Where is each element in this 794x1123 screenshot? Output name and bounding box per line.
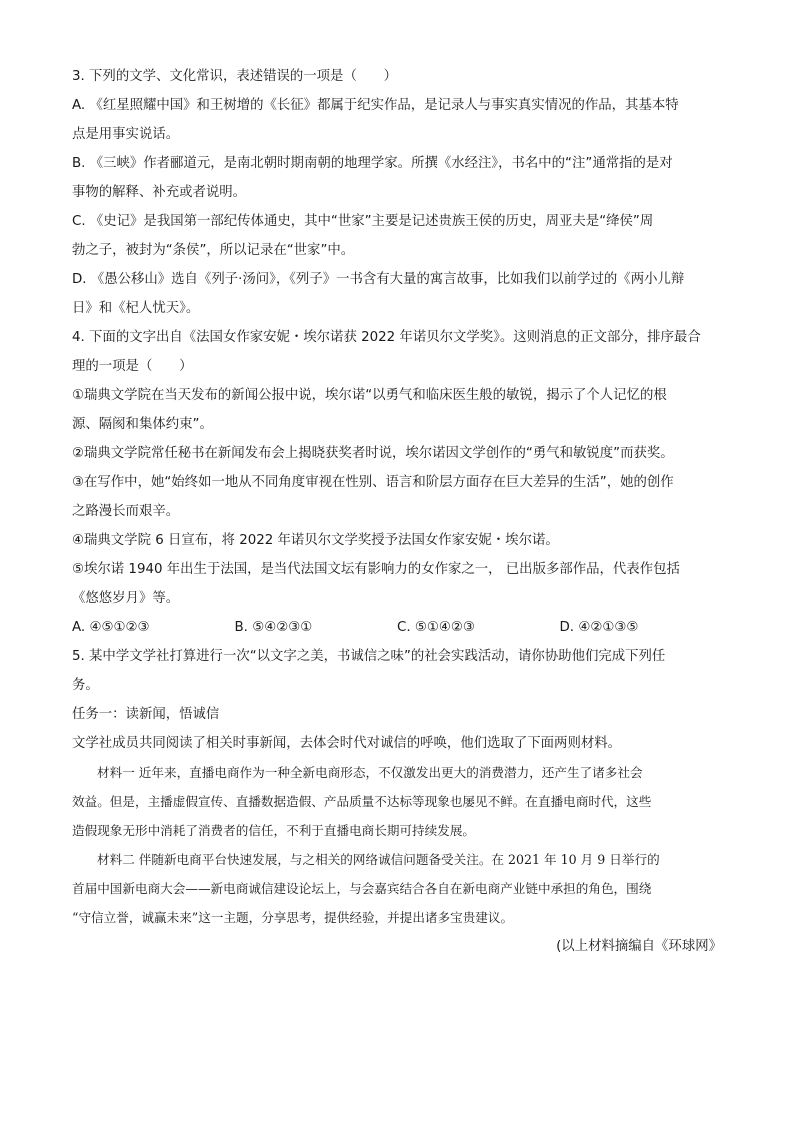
material-1-line2: 效益。但是，主播虚假宣传、直播数据造假、产品质量不达标等现象也屡见不鲜。在直播电商时代，这些 — [72, 794, 652, 809]
question-4-stem-line2: 理的一项是（ ） — [72, 359, 193, 374]
q4-sentence-1-line1: ①瑞典文学院在当天发布的新闻公报中说，埃尔诺“以勇气和临床医生般的敏锐，揭示了个人记忆的根 — [72, 388, 667, 403]
q4-sentence-1-line2: 源、隔阂和集体约束”。 — [72, 417, 213, 432]
q4-sentence-5-line2: 《悠悠岁月》等。 — [72, 591, 180, 606]
q3-option-b-line2: 事物的解释、补充或者说明。 — [72, 185, 247, 200]
q3-option-c-line2: 勃之子，被封为“条侯”，所以记录在“世家”中。 — [72, 243, 355, 258]
q4-sentence-5-line1: ⑤埃尔诺 1940 年出生于法国，是当代法国文坛有影响力的女作家之一， 已出版多部作品，代表作包括 — [72, 562, 680, 577]
material-2-line1: 材料二 伴随新电商平台快速发展，与之相关的网络诚信问题备受关注。在 2021 年 10 月 9 日举行的 — [97, 852, 660, 867]
question-5-stem-line2: 务。 — [72, 678, 99, 693]
material-source: (以上材料摘编自《环球网》 — [556, 939, 722, 954]
question-3-stem: 3. 下列的文学、文化常识，表述错误的一项是（ ） — [72, 69, 398, 84]
material-2-line3: “守信立誉，诚赢未来”这一主题，分享思考，提供经验，并提出诸多宝贵建议。 — [72, 910, 514, 925]
q3-option-b-line1: B. 《三峡》作者郦道元，是南北朝时期南朝的地理学家。所撰《水经注》，书名中的“注”通常指的是对 — [72, 156, 673, 171]
q4-sentence-3-line2: 之路漫长而艰辛。 — [72, 504, 180, 519]
q4-sentence-3-line1: ③在写作中，她“始终如一地从不同角度审视在性别、语言和阶层方面存在巨大差异的生活”，她的创作 — [72, 475, 674, 490]
material-2-line2: 首届中国新电商大会——新电商诚信建设论坛上，与会嘉宾结合各自在新电商产业链中承担的角色，围绕 — [72, 881, 652, 896]
q3-option-d-line1: D. 《愚公移山》选自《列子·汤问》，《列子》一书含有大量的寓言故事，比如我们以前学过的《两小儿辩 — [72, 272, 685, 287]
q4-option-d: D. ④②①③⑤ — [559, 620, 639, 635]
material-1-line1: 材料一 近年来，直播电商作为一种全新电商形态，不仅激发出更大的消费潜力，还产生了诸多社会 — [97, 765, 643, 780]
material-1-line3: 造假现象无形中消耗了消费者的信任，不利于直播电商长期可持续发展。 — [72, 823, 475, 838]
q3-option-a-line2: 点是用事实说话。 — [72, 127, 180, 142]
q4-sentence-2: ②瑞典文学院常任秘书在新闻发布会上揭晓获奖者时说，埃尔诺因文学创作的“勇气和敏锐度”而获奖。 — [72, 446, 674, 461]
question-5-stem-line1: 5. 某中学文学社打算进行一次“以文字之美，书诚信之味”的社会实践活动，请你协助他们完成下列任 — [72, 649, 666, 664]
q4-option-b: B. ⑤④②③① — [234, 620, 313, 635]
task-1-heading: 任务一：读新闻，悟诚信 — [72, 707, 220, 722]
q3-option-c-line1: C. 《史记》是我国第一部纪传体通史，其中“世家”主要是记述贵族王侯的历史，周亚夫是“绛侯”周 — [72, 214, 654, 229]
q3-option-a-line1: A. 《红星照耀中国》和王树增的《长征》都属于纪实作品，是记录人与事实真实情况的作品，其基本特 — [72, 98, 679, 113]
q4-option-a: A. ④⑤①②③ — [72, 620, 150, 635]
q4-option-c: C. ⑤①④②③ — [397, 620, 475, 635]
task-1-intro: 文学社成员共同阅读了相关时事新闻，去体会时代对诚信的呼唤，他们选取了下面两则材料。 — [72, 736, 622, 751]
q4-sentence-4: ④瑞典文学院 6 日宣布，将 2022 年诺贝尔文学奖授予法国女作家安妮・埃尔诺。 — [72, 533, 559, 548]
exam-page — [72, 62, 722, 961]
q4-options — [72, 613, 722, 642]
q3-option-d-line2: 日》和《杞人忧天》。 — [72, 301, 200, 316]
question-4-stem-line1: 4. 下面的文字出自《法国女作家安妮・埃尔诺获 2022 年诺贝尔文学奖》。这则消息的正文部分，排序最合 — [72, 330, 701, 345]
